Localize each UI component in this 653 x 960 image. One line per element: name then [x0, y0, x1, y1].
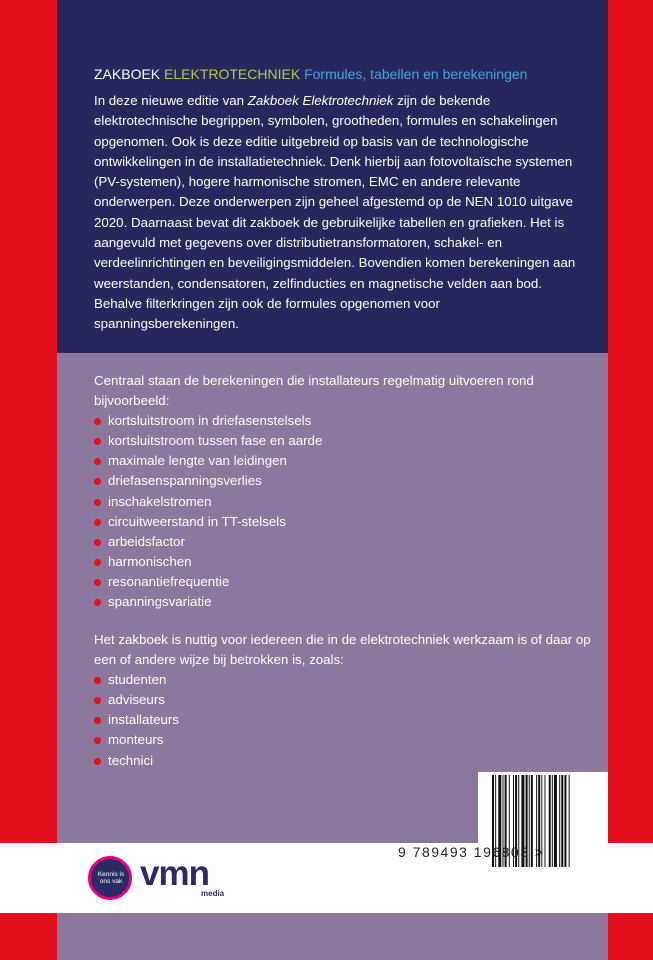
calculation-item — [94, 471, 594, 491]
bullet-dot-icon — [94, 677, 101, 684]
calculation-item-label: spanningsvariatie — [108, 594, 212, 610]
audience-item-label: studenten — [108, 672, 167, 688]
audience-item-label: adviseurs — [108, 692, 165, 708]
barcode-box — [478, 772, 608, 913]
audience-item — [94, 710, 594, 730]
calculation-item-label: driefasenspanningsverlies — [108, 473, 262, 489]
bullet-dot-icon — [94, 478, 101, 485]
calculation-item-label: harmonischen — [108, 553, 192, 569]
bullet-dot-icon — [94, 418, 101, 425]
audience-section — [94, 630, 594, 771]
calculations-lead: Centraal staan de berekeningen die installateurs regelmatig uitvoeren rond bijvoorbeeld: — [94, 373, 534, 409]
calculation-item-label: circuitweerstand in TT-stelsels — [108, 513, 286, 529]
bullet-dot-icon — [94, 758, 101, 765]
logo-tagline: Kennis is ons vak — [97, 871, 125, 885]
calculation-item — [94, 451, 594, 471]
audience-item-label: monteurs — [108, 732, 164, 748]
intro-text — [94, 91, 588, 335]
bullet-dot-icon — [94, 737, 101, 744]
bullet-dot-icon — [94, 458, 101, 465]
intro-prefix: In deze nieuwe editie van — [94, 93, 248, 108]
calculation-item-label: resonantiefrequentie — [108, 573, 230, 589]
bullet-dot-icon — [94, 717, 101, 724]
calculation-item-label: arbeidsfactor — [108, 533, 185, 549]
bullet-dot-icon — [94, 579, 101, 586]
audience-item — [94, 690, 594, 710]
audience-lead: Het zakboek is nuttig voor iedereen die in de elektrotechniek werkzaam is of daar op een of andere wijze bij betrokken is, zoals: — [94, 632, 591, 668]
audience-item — [94, 751, 594, 771]
title-highlight: ELEKTROTECHNIEK — [164, 66, 301, 82]
calculation-item — [94, 431, 594, 451]
bullet-dot-icon — [94, 599, 101, 606]
calculations-list — [94, 411, 594, 612]
calculation-item — [94, 492, 594, 512]
calculation-item-label: kortsluitstroom in driefasenstelsels — [108, 413, 312, 429]
calculation-item — [94, 552, 594, 572]
calculation-item — [94, 512, 594, 532]
calculation-item — [94, 572, 594, 592]
isbn-number: 9 789493 196803 > — [398, 844, 545, 860]
intro-body: zijn de bekende elektrotechnische begrippen, symbolen, grootheden, formules en schakelingen opgenomen. Ook is deze editie uitgebreid op basis van de technologische ontwikkelingen in de installatietechniek. Denk hierbij aan fotovoltaïsche systemen (PV-systemen), hogere harmonische stromen, EMC en andere relevante onderwerpen. Deze onderwerpen zijn geheel afgestemd op de NEN 1010 uitgave 2020. Daarnaast bevat dit zakboek de gebruikelijke tabellen en grafieken. Het is aangevuld met gegevens over distributietransformatoren, schakel- en verdeelinrichtingen en beveiligingsmiddelen. Bovendien komen berekeningen aan weerstanden, condensatoren, zelfinducties en magnetische velden aan bod. Behalve filterkringen zijn ook de formules opgenomen voor spanningsberekeningen. — [94, 93, 576, 332]
bullet-dot-icon — [94, 697, 101, 704]
logo-name: vmn — [140, 854, 209, 893]
left-border — [0, 0, 57, 960]
bullet-dot-icon — [94, 499, 101, 506]
calculation-item — [94, 411, 594, 431]
audience-item — [94, 730, 594, 750]
calculation-item — [94, 592, 594, 612]
calculations-section — [94, 371, 594, 612]
calculation-item-label: maximale lengte van leidingen — [108, 453, 287, 469]
logo-badge-icon — [88, 856, 132, 900]
bullet-dot-icon — [94, 559, 101, 566]
logo-sub: media — [201, 889, 225, 898]
audience-item-label: technici — [108, 752, 154, 768]
audience-list — [94, 670, 594, 770]
audience-item-label: installateurs — [108, 712, 179, 728]
right-border — [608, 0, 653, 960]
cover-title — [94, 66, 527, 82]
title-subtitle: Formules, tabellen en berekeningen — [304, 66, 528, 82]
calculation-item-label: inschakelstromen — [108, 493, 212, 509]
audience-item — [94, 670, 594, 690]
calculation-item — [94, 532, 594, 552]
intro-book-title: Zakboek Elektrotechniek — [247, 93, 394, 108]
publisher-logo — [88, 856, 238, 904]
title-brand: ZAKBOEK — [94, 66, 161, 82]
bullet-dot-icon — [94, 539, 101, 546]
bullet-dot-icon — [94, 519, 101, 526]
bullet-dot-icon — [94, 438, 101, 445]
calculation-item-label: kortsluitstroom tussen fase en aarde — [108, 433, 323, 449]
